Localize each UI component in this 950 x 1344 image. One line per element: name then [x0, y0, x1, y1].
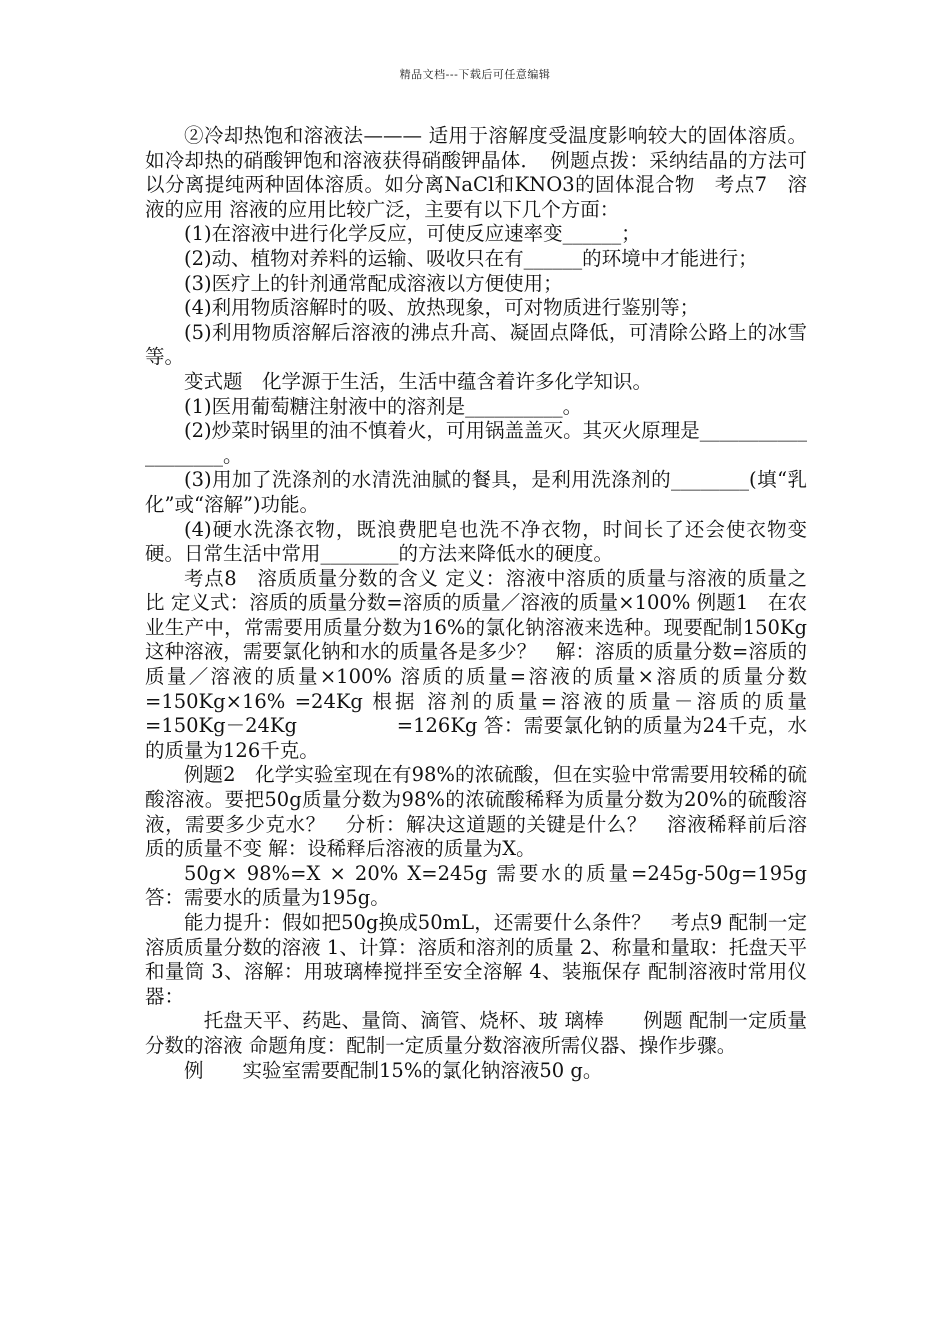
- paragraph: 例 实验室需要配制15%的氯化钠溶液50 g。: [184, 1058, 603, 1082]
- paragraph: 能力提升：假如把50g换成50mL，还需要什么条件？ 考点9 配制一定溶质质量分数的溶液 1、计算：溶质和溶剂的质量 2、称量和量取：托盘天平和量筒 3、溶解：用玻璃棒搅拌至安全溶解 4、装瓶保存 配制溶液时常用仪器：: [145, 911, 807, 1008]
- paragraph: (3)医疗上的针剂通常配成溶液以方便使用；: [184, 271, 563, 295]
- paragraph: 托盘天平、药匙、量筒、滴管、烧杯、玻 璃棒 例题 配制一定质量分数的溶液 命题角度：配制一定质量分数溶液所需仪器、操作步骤。: [145, 1009, 807, 1057]
- paragraph: (3)用加了洗涤剂的水清洗油腻的餐具，是利用洗涤剂的________(填“乳化”或“溶解”)功能。: [145, 468, 807, 516]
- paragraph: (2)炒菜时锅里的油不慎着火，可用锅盖盖灭。其灭火原理是___________________。: [145, 419, 807, 467]
- paragraph: (4)利用物质溶解时的吸、放热现象，可对物质进行鉴别等；: [184, 296, 700, 320]
- paragraph: (2)动、植物对养料的运输、吸收只在有______的环境中才能进行；: [184, 246, 758, 270]
- paragraph: (4)硬水洗涤衣物，既浪费肥皂也洗不净衣物，时间长了还会使衣物变硬。日常生活中常用________的方法来降低水的硬度。: [145, 517, 807, 566]
- paragraph: 50g× 98%=X × 20% X=245g 需要水的质量=245g-50g=195g 答：需要水的质量为195g。: [145, 861, 807, 910]
- paragraph: 例题2 化学实验室现在有98%的浓硫酸，但在实验中常需要用较稀的硫酸溶液。要把50g质量分数为98%的浓硫酸稀释为质量分数为20%的硫酸溶液，需要多少克水？ 分析：解决这道题的关键是什么？ 溶液稀释前后溶质的质量不变 解：设稀释后溶液的质量为X。: [145, 763, 807, 861]
- paragraph: ②冷却热饱和溶液法——— 适用于溶解度受温度影响较大的固体溶质。如冷却热的硝酸钾饱和溶液获得硝酸钾晶体． 例题点拨：采纳结晶的方法可以分离提纯两种固体溶质。如分离NaCl和KNO3的固体混合物 考点7 溶液的应用 溶液的应用比较广泛，主要有以下几个方面：: [145, 124, 807, 221]
- paragraph: (5)利用物质溶解后溶液的沸点升高、凝固点降低，可清除公路上的冰雪等。: [145, 320, 807, 369]
- paragraph: (1)在溶液中进行化学反应，可使反应速率变______；: [184, 222, 641, 246]
- page-header: 精品文档---下载后可任意编辑: [399, 68, 551, 81]
- paragraph: 变式题 化学源于生活，生活中蕴含着许多化学知识。: [184, 369, 653, 393]
- document-body: [145, 124, 886, 1083]
- paragraph: (1)医用葡萄糖注射液中的溶剂是__________。: [184, 394, 583, 418]
- paragraph: 考点8 溶质质量分数的含义 定义：溶液中溶质的质量与溶液的质量之比 定义式：溶质的质量分数=溶质的质量／溶液的质量×100% 例题1 在农业生产中，常需要用质量分数为16%的氯化钠溶液来选种。现要配制150Kg这种溶液，需要氯化钠和水的质量各是多少？ 解：溶质的质量分数=溶质的质量／溶液的质量×100% 溶质的质量=溶液的质量×溶质的质量分数 =150Kg×16% =24Kg 根据 溶剂的质量=溶液的质量－溶质的质量 =150Kg－24Kg =126Kg 答：需要氯化钠的质量为24千克，水的质量为126千克。: [145, 566, 886, 762]
